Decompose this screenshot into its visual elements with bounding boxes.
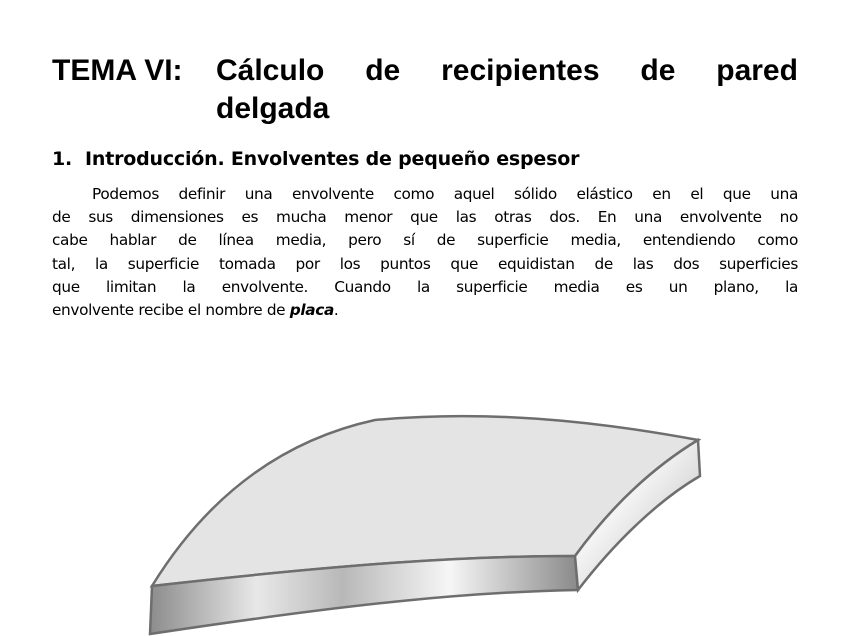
section-title: Introducción. Envolventes de pequeño espesor: [85, 148, 580, 170]
emphasis-term: placa: [289, 301, 334, 320]
section-number: 1.: [52, 148, 73, 170]
paragraph-line: cabe hablar de línea media, pero sí de superficie media, entendiendo como: [52, 231, 798, 250]
paragraph-line: que limitan la envolvente. Cuando la superficie media es un plano, la: [52, 277, 798, 296]
title-word: de: [365, 54, 401, 87]
section-heading: [52, 145, 579, 173]
title-label: TEMA VI:: [52, 54, 183, 87]
paragraph-line: [52, 299, 798, 322]
title-line-1: [216, 52, 798, 90]
thin-plate-illustration: [140, 398, 710, 636]
title-line-2: delgada: [216, 92, 330, 125]
paragraph-text: envolvente recibe el nombre de: [52, 301, 290, 320]
paragraph-line: tal, la superficie tomada por los puntos que equidistan de las dos superficies: [52, 254, 798, 273]
title-word: pared: [716, 54, 798, 87]
title-word: de: [640, 54, 676, 87]
paragraph-line: Podemos definir una envolvente como aquel sólido elástico en el que una: [92, 185, 798, 203]
paragraph-text: .: [333, 301, 339, 320]
title-word: Cálculo: [216, 54, 325, 87]
title-word: recipientes: [441, 54, 600, 87]
paragraph-line: de sus dimensiones es mucha menor que las otras dos. En una envolvente no: [52, 208, 798, 227]
intro-paragraph: [52, 183, 798, 322]
